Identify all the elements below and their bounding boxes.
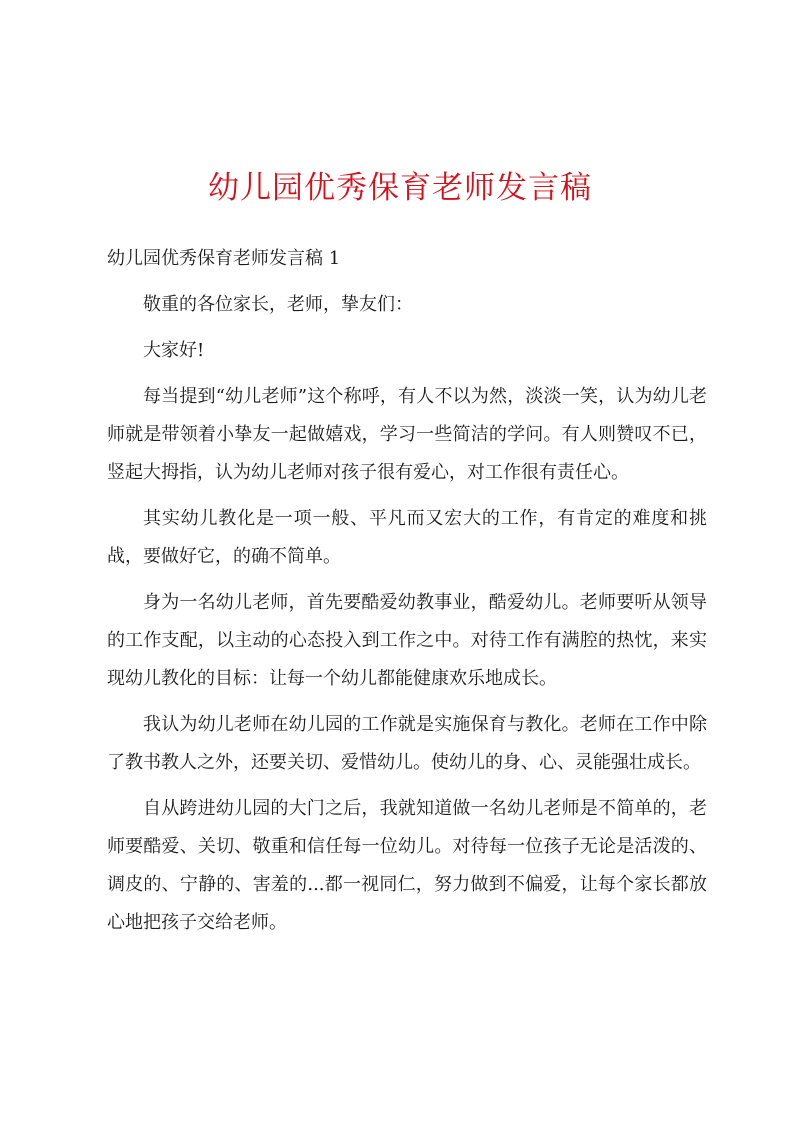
document-body xyxy=(107,240,707,942)
paragraph-hello: 大家好! xyxy=(143,340,205,361)
paragraph-greeting: 敬重的各位家长，老师，挚友们： xyxy=(143,294,413,315)
paragraph-1: 每当提到“幼儿老师”这个称呼，有人不以为然，淡淡一笑，认为幼儿老师就是带领着小挚友一起做嬉戏，学习一些简洁的学问。有人则赞叹不已，竖起大拇指，认为幼儿老师对孩子很有爱心，对工作很有责任心。 xyxy=(107,386,707,483)
paragraph-2: 其实幼儿教化是一项一般、平凡而又宏大的工作，有肯定的难度和挑战，要做好它，的确不简单。 xyxy=(107,508,707,567)
paragraph-5: 自从跨进幼儿园的大门之后，我就知道做一名幼儿老师是不简单的，老师要酷爱、关切、敬重和信任每一位幼儿。对待每一位孩子无论是活泼的、调皮的、宁静的、害羞的...都一视同仁，努力做到不偏爱，让每个家长都放心地把孩子交给老师。 xyxy=(107,798,707,933)
section-heading: 幼儿园优秀保育老师发言稿 1 xyxy=(107,248,341,269)
paragraph-4: 我认为幼儿老师在幼儿园的工作就是实施保育与教化。老师在工作中除了教书教人之外，还要关切、爱惜幼儿。使幼儿的身、心、灵能强壮成长。 xyxy=(107,714,707,773)
paragraph-3: 身为一名幼儿老师，首先要酷爱幼教事业，酷爱幼儿。老师要听从领导的工作支配，以主动的心态投入到工作之中。对待工作有满腔的热忱，来实现幼儿教化的目标：让每一个幼儿都能健康欢乐地成长。 xyxy=(107,592,707,689)
page-title: 幼儿园优秀保育老师发言稿 xyxy=(208,170,592,206)
